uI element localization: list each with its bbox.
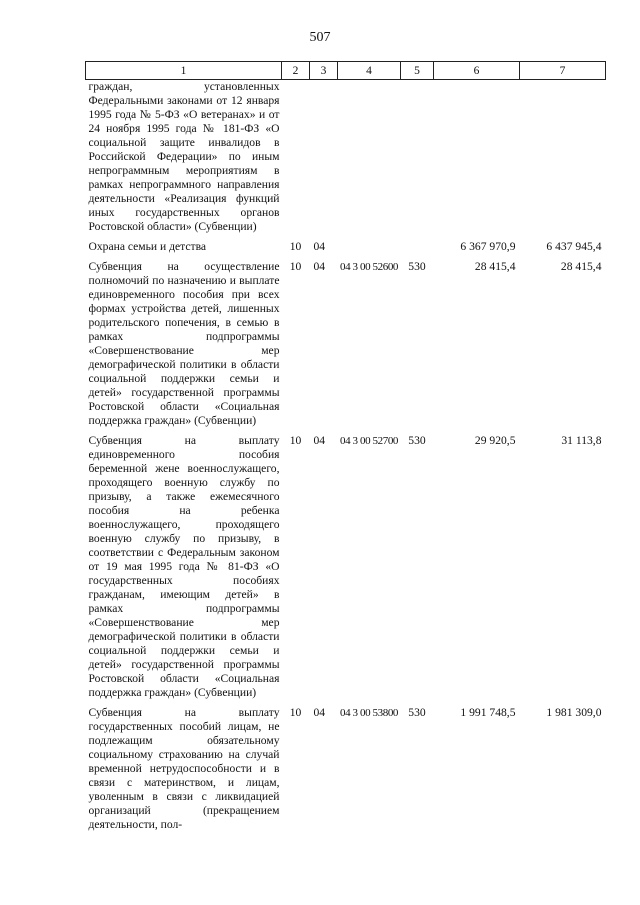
row-target-code: 04 3 00 53800 [339,707,399,719]
row-expense-type: 530 [408,706,426,719]
row-section [282,80,310,235]
row-amount-year1: 29 920,5 [474,434,516,447]
row-description: Охрана семьи и детства [88,240,207,253]
column-header-5: 5 [401,62,434,80]
table-row [86,80,606,235]
row-expense-type: 530 [408,260,426,273]
row-amount-year1: 1 991 748,5 [460,706,516,719]
row-expense-type: 530 [408,434,426,447]
column-header-3: 3 [310,62,338,80]
row-target-code: 04 3 00 52700 [339,435,399,447]
column-header-6: 6 [434,62,520,80]
table-header-row [86,62,606,80]
column-header-2: 2 [282,62,310,80]
row-description: Субвенция на выплату государственных пособий лицам, не подлежащим обязательному социальному страхованию на случай временной нетрудоспособности и в связи с материнством, и лицам, уволенным в связи с ликвидацией организаций (прекращением деятельности, пол- [88,706,280,831]
row-amount-year2 [520,80,606,235]
table-row [86,254,606,428]
table-row [86,428,606,700]
column-header-7: 7 [520,62,606,80]
row-subsection [310,80,338,235]
row-target-code [338,80,401,235]
row-target-code: 04 3 00 52600 [339,261,399,273]
column-header-4: 4 [338,62,401,80]
row-subsection: 04 [313,240,326,253]
row-description: Субвенция на осуществление полномочий по назначению и выплате единовременного пособия при всех формах устройства детей, лишенных родительского попечения, в семью в рамках подпрограммы «Совершенствование мер демографической политики в области социальной поддержки семьи и детей» государственной программы Ростовской области «Социальная поддержка граждан» (Субвенции) [88,260,280,427]
row-amount-year1 [434,80,520,235]
column-header-1: 1 [86,62,282,80]
row-subsection: 04 [313,260,326,273]
row-amount-year2: 6 437 945,4 [546,240,602,253]
row-target-code [338,234,401,254]
table-row [86,700,606,832]
table-row [86,234,606,254]
row-subsection: 04 [313,706,326,719]
row-amount-year2: 31 113,8 [561,434,602,447]
row-amount-year2: 28 415,4 [560,260,602,273]
row-subsection: 04 [313,434,326,447]
row-expense-type [401,234,434,254]
row-section: 10 [289,240,302,253]
row-amount-year1: 28 415,4 [474,260,516,273]
row-section: 10 [289,260,302,273]
row-section: 10 [289,434,302,447]
row-description: граждан, установленных Федеральными законами от 12 января 1995 года № 5-ФЗ «О ветеранах» и от 24 ноября 1995 года № 181-ФЗ «О социальной защите инвалидов в Российской Федерации» по иным непрограммным мероприятиям в рамках непрограммного направления деятельности «Реализация функций иных государственных органов Ростовской области» (Субвенции) [88,80,280,233]
row-section: 10 [289,706,302,719]
row-description: Субвенция на выплату единовременного пособия беременной жене военнослужащего, проходящего военную службу по призыву, а также ежемесячного пособия на ребенка военнослужащего, проходящего военную службу по призыву, в соответствии с Федеральным законом от 19 мая 1995 года № 81-ФЗ «О государственных пособиях гражданам, имеющим детей» в рамках подпрограммы «Совершенствование мер демографической политики в области социальной поддержки семьи и детей» государственной программы Ростовской области «Социальная поддержка граждан» (Субвенции) [88,434,280,699]
page-number: 507 [309,30,331,45]
row-amount-year1: 6 367 970,9 [460,240,516,253]
budget-table [85,61,606,832]
row-amount-year2: 1 981 309,0 [546,706,602,719]
row-expense-type [401,80,434,235]
